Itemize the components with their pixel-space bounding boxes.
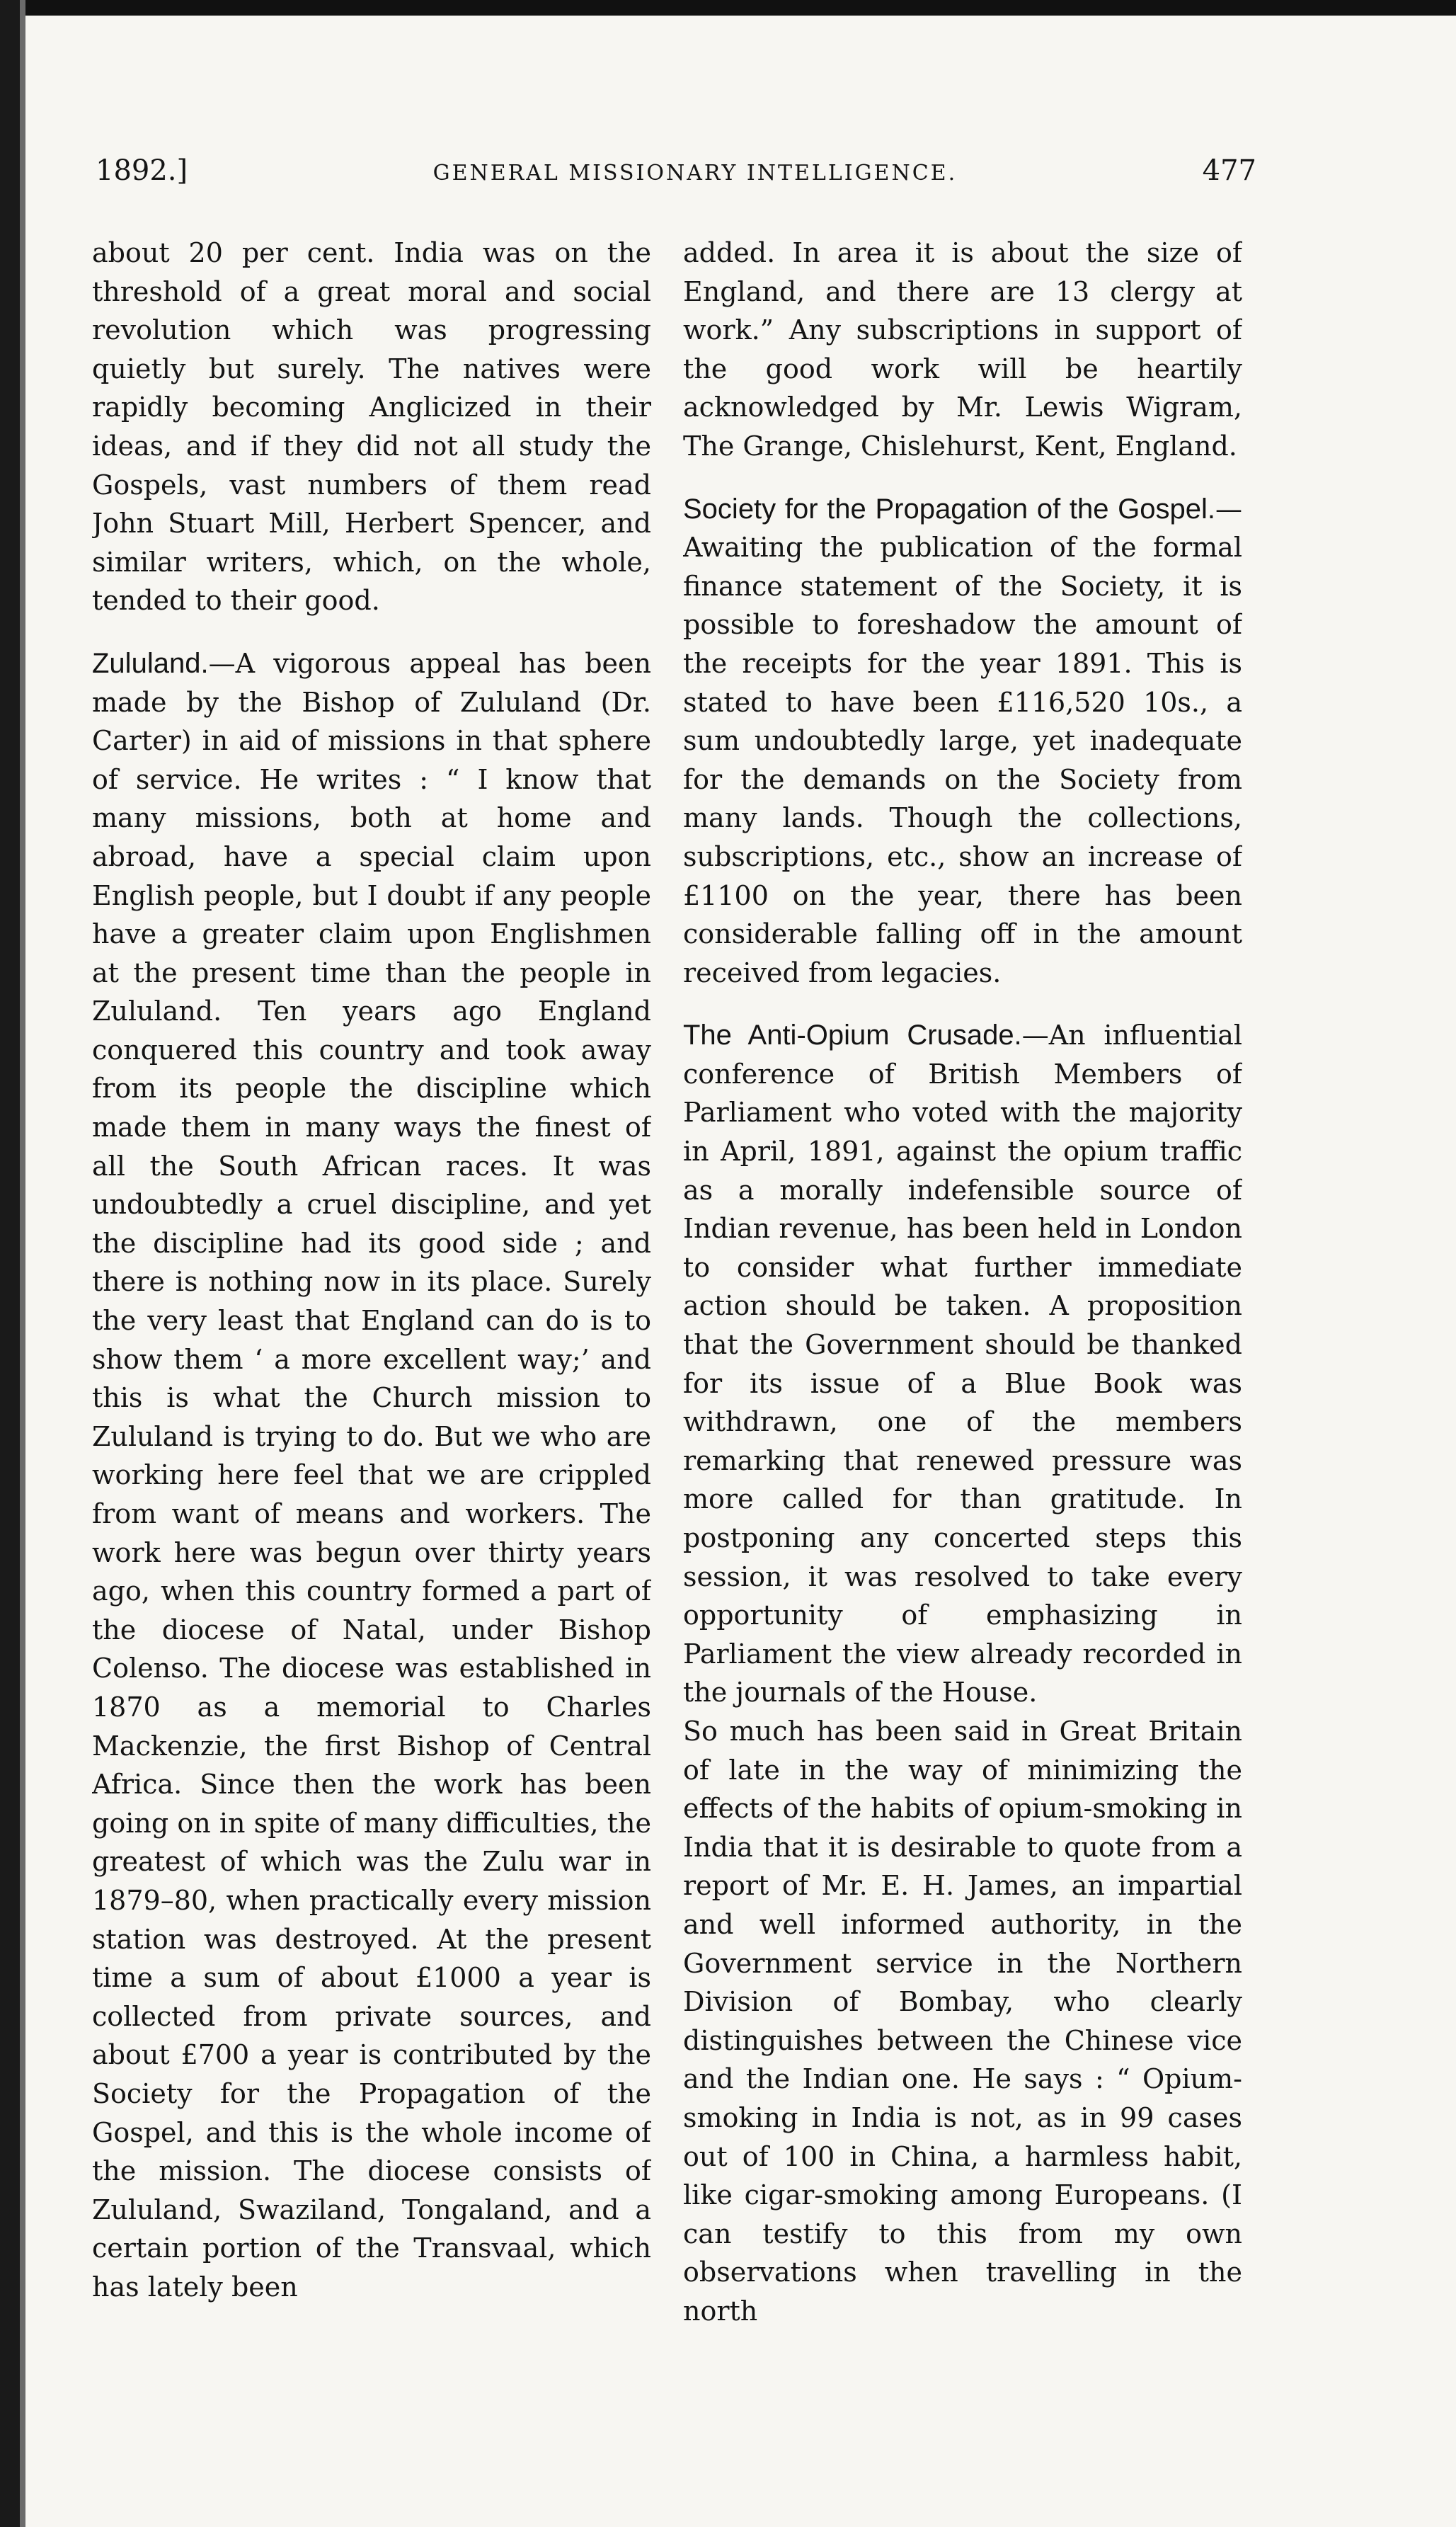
zululand-paragraph	[92, 644, 651, 2307]
continuation-paragraph: added. In area it is about the size of England, and there are 13 clergy at work.” Any subscriptions in support of the good work will be heartily acknowledged by Mr. Lewis Wigram, The Grange, Chislehurst, Kent, England.	[683, 237, 1242, 462]
left-column	[92, 234, 651, 2464]
scan-edge-left-shadow	[20, 0, 25, 2527]
opium-paragraph	[683, 1016, 1242, 1712]
scan-edge-top	[0, 0, 1456, 16]
scan-edge-left	[0, 0, 20, 2527]
opium-body: —An influential conference of British Members of Parliament who voted with the majority in April, 1891, against the opium traffic as a morally indefensible source of Indian revenue, has been held in London to consider what further immediate action should be taken. A proposition that the Government should be thanked for its issue of a Blue Book was withdrawn, one of the members remarking that renewed pressure was more called for than gratitude. In postponing any concerted steps this session, it was resolved to take every opportunity of emphasizing in Parliament the view already recorded in the journals of the House.	[683, 1020, 1242, 1709]
opium-heading: The Anti-Opium Crusade.	[683, 1020, 1022, 1051]
intro-paragraph: about 20 per cent. India was on the threshold of a great moral and social revolution which was progressing quietly but surely. The natives were rapidly becoming Anglicized in their ideas, and if they did not all study the Gospels, vast numbers of them read John Stuart Mill, Herbert Spencer, and similar writers, which, on the whole, tended to their good.	[92, 237, 651, 617]
page-number: 477	[1202, 154, 1256, 187]
spg-body: —Awaiting the publication of the formal finance statement of the Society, it is possible to foreshadow the amount of the receipts for the year 1891. This is stated to have been £116,520 10s., a sum undoubtedly large, yet inadequate for the demands on the Society from many lands. Though the collections, subscriptions, etc., show an increase of £1100 on the year, there has been considerable falling off in the amount received from legacies.	[683, 493, 1242, 988]
spg-heading: Society for the Propagation of the Gospel.	[683, 493, 1215, 525]
running-header	[96, 154, 1256, 204]
header-title: GENERAL MISSIONARY INTELLIGENCE.	[432, 161, 958, 186]
zululand-body: —A vigorous appeal has been made by the Bishop of Zululand (Dr. Carter) in aid of missions in that sphere of service. He writes : “ I know that many missions, both at home and abroad, have a special claim upon English people, but I doubt if any people have a greater claim upon Englishmen at the present time than the people in Zululand. Ten years ago England conquered this country and took away from its people the discipline which made them in many ways the finest of all the South African races. It was undoubtedly a cruel discipline, and yet the discipline had its good side ; and there is nothing now in its place. Surely the very least that England can do is to show them ‘ a more excellent way;’ and this is what the Church mission to Zululand is trying to do. But we who are working here feel that we are crippled from want of means and workers. The work here was begun over thirty years ago, when this country formed a part of the diocese of Natal, under Bishop Colenso. The diocese was established in 1870 as a memorial to Charles Mackenzie, the first Bishop of Central Africa. Since then the work has been going on in spite of many difficulties, the greatest of which was the Zulu war in 1879–80, when practically every mission station was destroyed. At the present time a sum of about £1000 a year is collected from private sources, and about £700 a year is contributed by the Society for the Propagation of the Gospel, and this is the whole income of the mission. The diocese consists of Zululand, Swaziland, Tongaland, and a certain portion of the Transvaal, which has lately been	[92, 647, 651, 2303]
spg-paragraph	[683, 490, 1242, 993]
zululand-heading: Zululand.	[92, 647, 209, 679]
opium-paragraph-2: So much has been said in Great Britain of late in the way of minimizing the effects of the habits of opium-smoking in India that it is desirable to quote from a report of Mr. E. H. James, an impartial and well informed authority, in the Government service in the Northern Division of Bombay, who clearly distinguishes between the Chinese vice and the Indian one. He says : “ Opium-smoking in India is not, as in 99 cases out of 100 in China, a harmless habit, like cigar-smoking among Europeans. (I can testify to this from my own observations when travelling in the north	[683, 1715, 1242, 2327]
header-year: 1892.]	[96, 154, 188, 187]
right-column	[683, 234, 1242, 2464]
